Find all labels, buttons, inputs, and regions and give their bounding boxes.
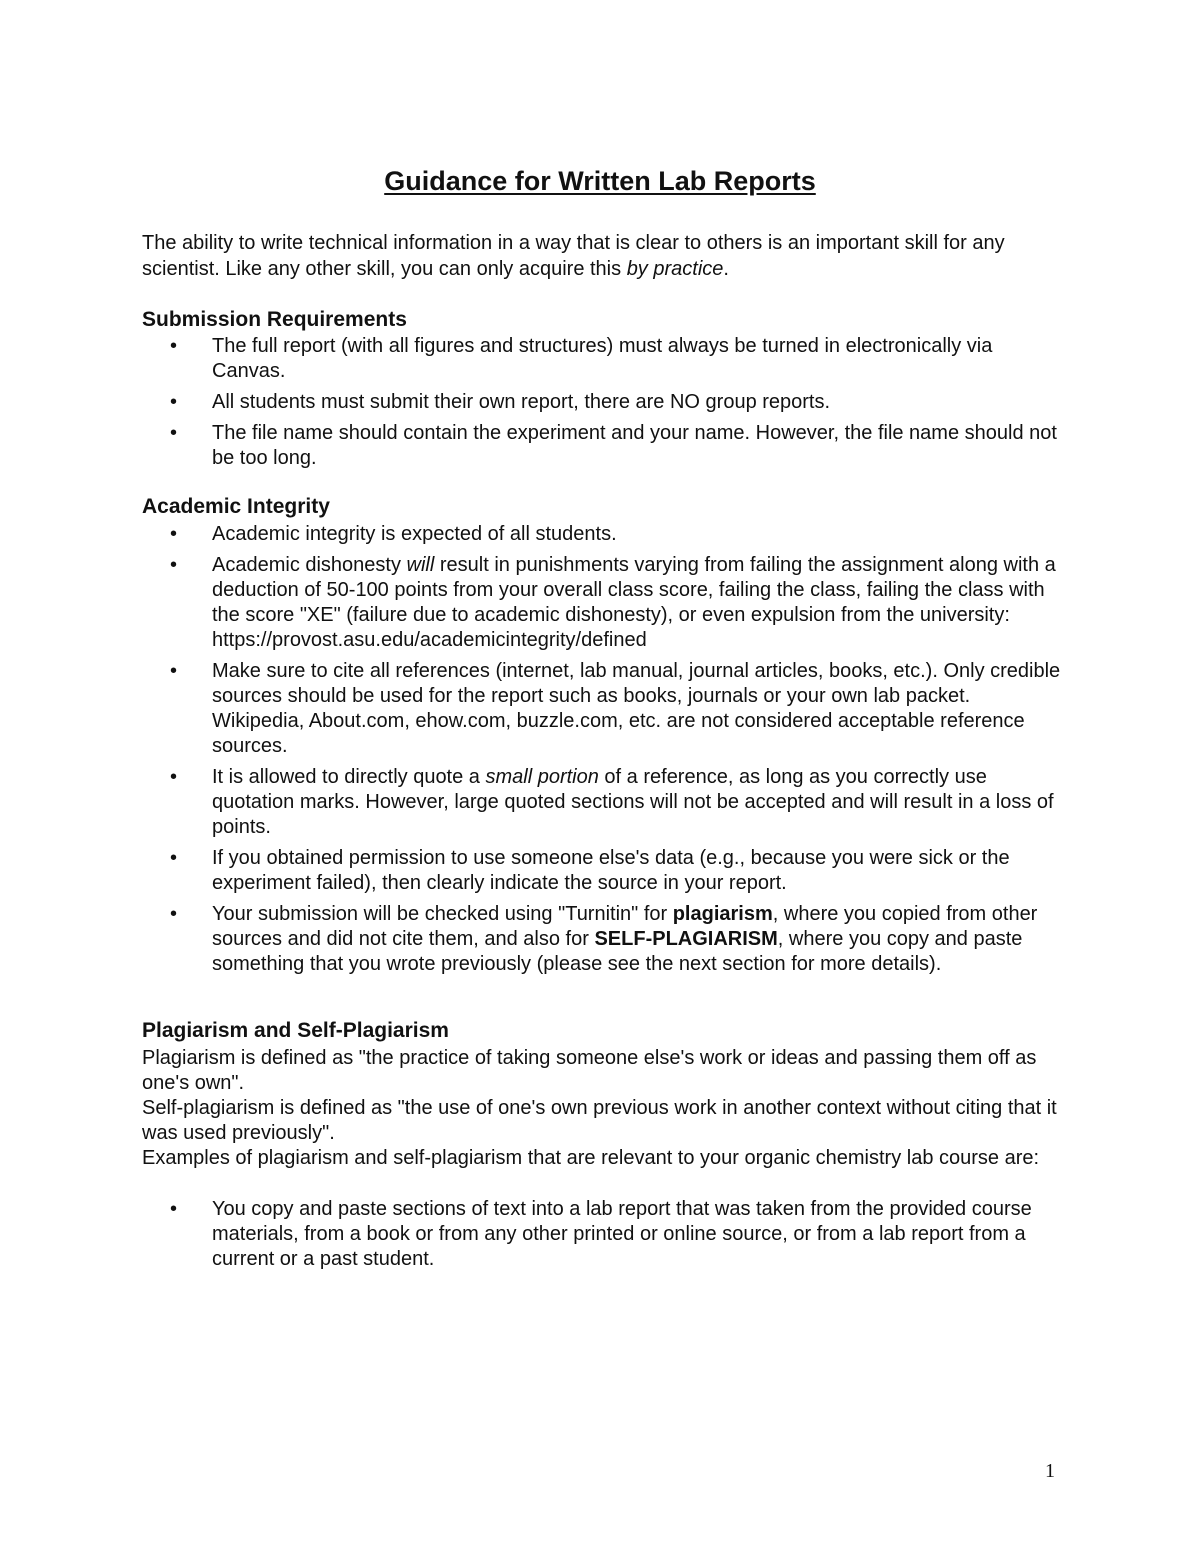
page-number: 1 — [1045, 1460, 1055, 1482]
bullet-icon: • — [170, 660, 178, 682]
bullet-icon: • — [170, 847, 178, 869]
integrity-list — [142, 522, 1062, 983]
bullet-icon: • — [170, 554, 178, 576]
self-plagiarism-definition: Self-plagiarism is defined as "the use of one's own previous work in another context without citing that it was used previously". — [142, 1097, 1057, 1144]
examples-intro: Examples of plagiarism and self-plagiarism that are relevant to your organic chemistry lab course are: — [142, 1147, 1040, 1169]
plagiarism-list — [142, 1197, 1062, 1278]
list-item: • Academic dishonesty will result in punishments varying from failing the assignment along with a deduction of 50-100 points from your overall class score, failing the class, failing the class with the score "XE" (failure due to academic dishonesty), or even expulsion from the university: https://provost.asu.edu/academicintegrity/defined — [170, 554, 1056, 651]
bullet-icon: • — [170, 422, 178, 444]
list-item: • Academic integrity is expected of all students. — [170, 523, 617, 545]
page-title: Guidance for Written Lab Reports — [384, 166, 816, 196]
bullet-icon: • — [170, 766, 178, 788]
list-item: • The full report (with all figures and structures) must always be turned in electronically via Canvas. — [170, 335, 993, 382]
list-item: • Make sure to cite all references (internet, lab manual, journal articles, books, etc.). Only credible sources should be used for the report such as books, journals or your own lab packet. Wikipedia, About.com, ehow.com, buzzle.com, etc. are not considered acceptable reference sources. — [170, 660, 1061, 757]
list-item: • You copy and paste sections of text into a lab report that was taken from the provided course materials, from a book or from any other printed or online source, or from a lab report from a current or a past student. — [170, 1198, 1032, 1270]
intro-text-end: . — [723, 258, 729, 280]
list-item: • The file name should contain the experiment and your name. However, the file name should not be too long. — [170, 422, 1057, 469]
bullet-icon: • — [170, 903, 178, 925]
list-item: • If you obtained permission to use someone else's data (e.g., because you were sick or the experiment failed), then clearly indicate the source in your report. — [170, 847, 1010, 894]
list-item: • It is allowed to directly quote a small portion of a reference, as long as you correctly use quotation marks. However, large quoted sections will not be accepted and will result in a loss of points. — [170, 766, 1054, 838]
plagiarism-heading: Plagiarism and Self-Plagiarism — [142, 1019, 449, 1042]
bullet-icon: • — [170, 391, 178, 413]
intro-text: The ability to write technical information in a way that is clear to others is an important skill for any scientist. Like any other skill, you can only acquire this — [142, 232, 1005, 280]
integrity-heading: Academic Integrity — [142, 495, 330, 518]
list-item: • All students must submit their own report, there are NO group reports. — [170, 391, 831, 413]
list-item: • Your submission will be checked using "Turnitin" for plagiarism, where you copied from other sources and did not cite them, and also for SELF-PLAGIARISM, where you copy and paste something that you wrote previously (please see the next section for more details). — [170, 903, 1038, 975]
intro-paragraph — [142, 230, 1062, 282]
plagiarism-definition: Plagiarism is defined as "the practice of taking someone else's work or ideas and passing them off as one's own". — [142, 1047, 1037, 1094]
bullet-icon: • — [170, 335, 178, 357]
submission-heading: Submission Requirements — [142, 308, 407, 331]
submission-list — [142, 334, 1062, 477]
bullet-icon: • — [170, 523, 178, 545]
intro-emphasis: by practice — [626, 258, 724, 280]
bullet-icon: • — [170, 1198, 178, 1220]
